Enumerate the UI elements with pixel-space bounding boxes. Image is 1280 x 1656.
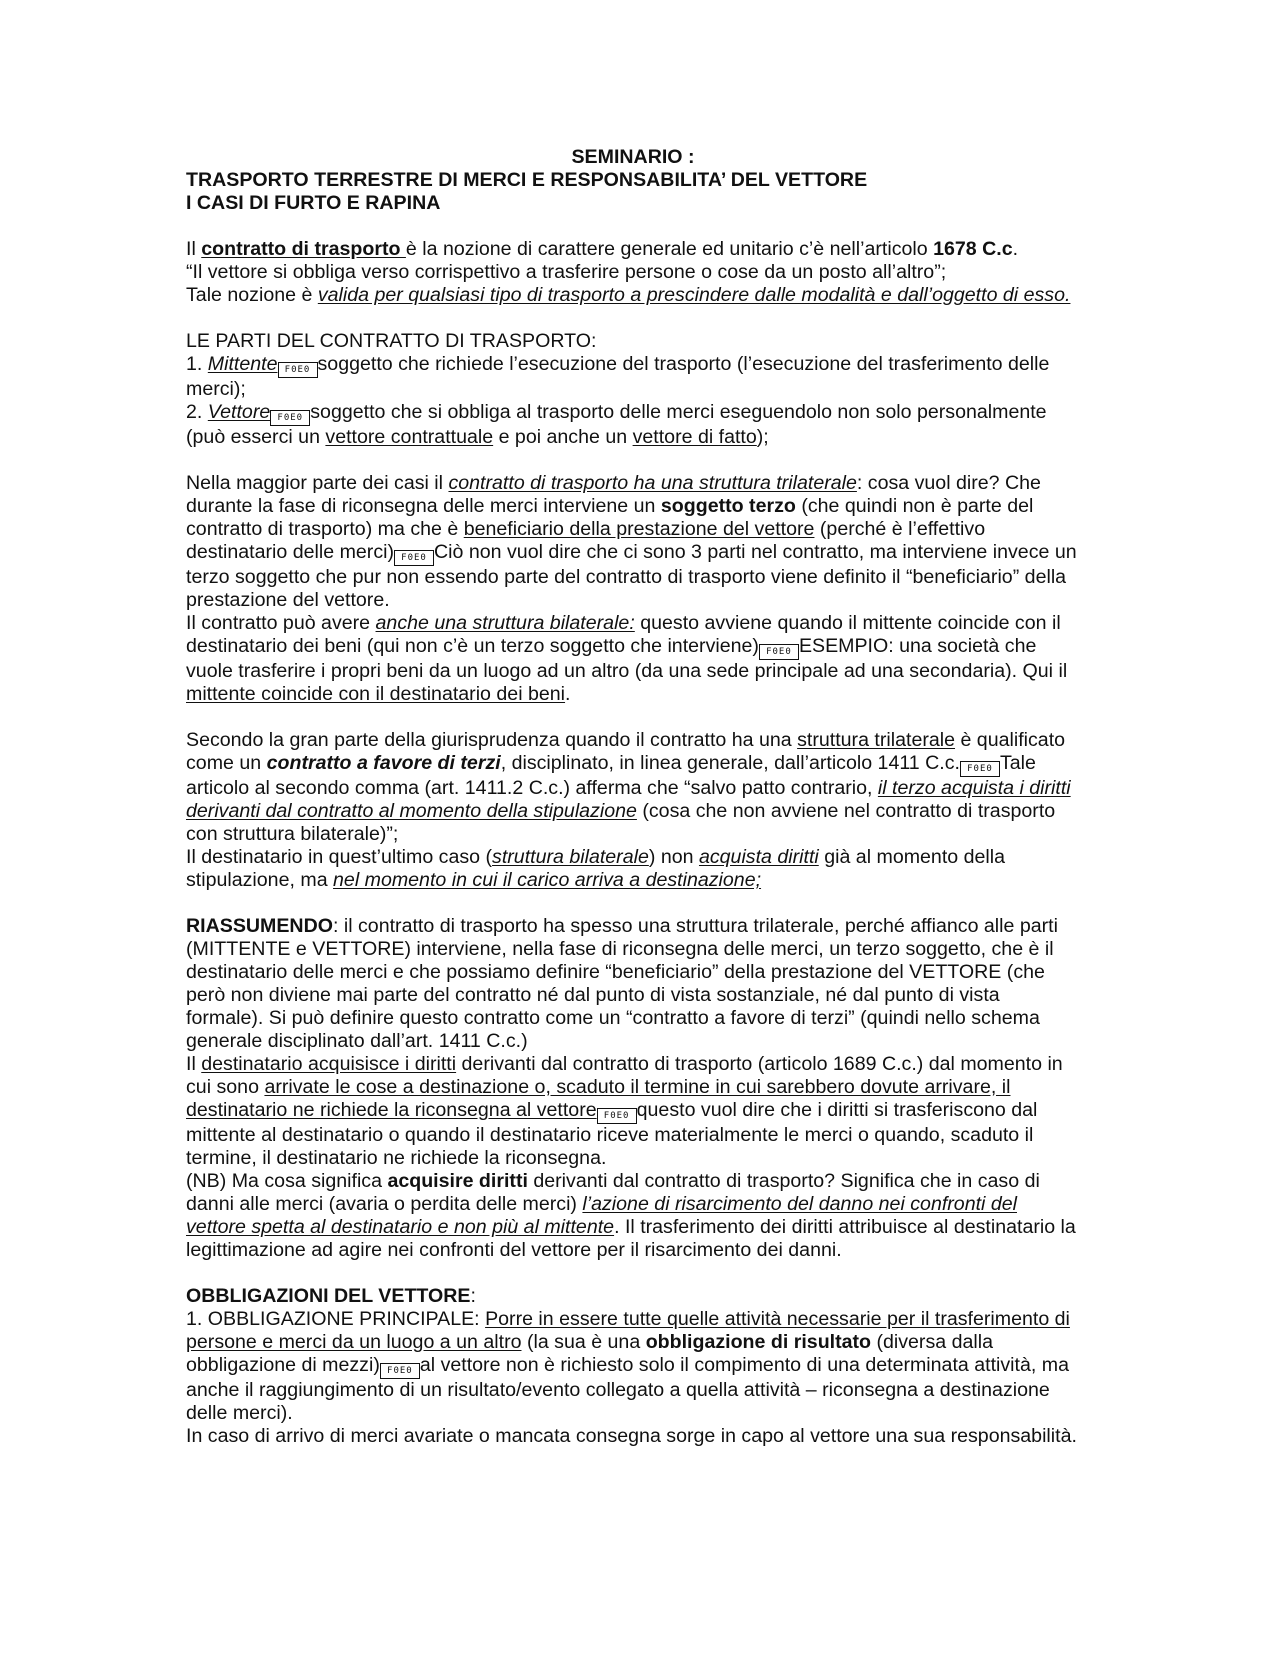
- paragraph-giurisprudenza: Secondo la gran parte della giurisprudenza quando il contratto ha una struttura trilaterale è qualificato come un contratto a favore di terzi, disciplinato, in linea generale, dall’articolo 1411 C.c. F0E0 Tale articolo al secondo comma (art. 1411.2 C.c.) afferma che “salvo patto contrario, il terzo acquista i diritti derivanti dal contratto al momento della stipulazione (cosa che non avviene nel contratto di trasporto con struttura bilaterale)”;: [186, 729, 1071, 845]
- title-casi: I CASI DI FURTO E RAPINA: [186, 192, 441, 214]
- paragraph-riassumendo: RIASSUMENDO: il contratto di trasporto ha spesso una struttura trilaterale, perché affianco alle parti (MITTENTE e VETTORE) interviene, nella fase di riconsegna delle merci, un terzo soggetto, che è il destinatario delle merci e che possiamo definire “beneficiario” della prestazione del VETTORE (che però non diviene mai parte del contratto né dal punto di vista sostanziale, né dal punto di vista formale). Si può definire questo contratto come un “contratto a favore di terzi” (quindi nello schema generale disciplinato dall’art. 1411 C.c.): [186, 915, 1058, 1052]
- paragraph-diritti-destinatario: Il destinatario acquisisce i diritti derivanti dal contratto di trasporto (articolo 1689 C.c.) dal momento in cui sono arrivate le cose a destinazione o, scaduto il termine in cui sarebbero dovute arrivare, il destinatario ne richiede la riconsegna al vettore F0E0 questo vuol dire che i diritti si trasferiscono dal mittente al destinatario o quando il destinatario riceve materialmente le merci o quando, scaduto il termine, il destinatario ne richiede la riconsegna.: [186, 1053, 1063, 1169]
- section-obbligazioni-title: OBBLIGAZIONI DEL VETTORE: [186, 1285, 471, 1307]
- paragraph-trilaterale: Nella maggior parte dei casi il contratto di trasporto ha una struttura trilaterale: cosa vuol dire? Che durante la fase di riconsegna delle merci interviene un soggetto terzo (che quindi non è parte del contratto di trasporto) ma che è beneficiario della prestazione del vettore (perché è l’effettivo destinatario delle merci) F0E0 Ciò non vuol dire che ci sono 3 parti nel contratto, ma interviene invece un terzo soggetto che pur non essendo parte del contratto di trasporto viene definito il “beneficiario” della prestazione del vettore.: [186, 472, 1077, 611]
- paragraph-definizione: Il contratto di trasporto è la nozione di carattere generale ed unitario c’è nell’articolo 1678 C.c. “Il vettore si obbliga verso corrispettivo a trasferire persone o cose da un posto all’altro”; Tale nozione è valida per qualsiasi tipo di trasporto a prescindere dalle modalità e dall’oggetto di esso.: [186, 238, 1071, 306]
- missing-glyph-icon: F0E0: [278, 362, 318, 378]
- missing-glyph-icon: F0E0: [759, 644, 799, 660]
- missing-glyph-icon: F0E0: [380, 1363, 420, 1379]
- paragraph-destinatario-bilaterale: Il destinatario in quest’ultimo caso (struttura bilaterale) non acquista diritti già al momento della stipulazione, ma nel momento in cui il carico arriva a destinazione;: [186, 846, 1006, 891]
- missing-glyph-icon: F0E0: [270, 410, 310, 426]
- missing-glyph-icon: F0E0: [597, 1108, 637, 1124]
- paragraph-bilaterale: Il contratto può avere anche una struttura bilaterale: questo avviene quando il mittente coincide con il destinatario dei beni (qui non c’è un terzo soggetto che interviene) F0E0 ESEMPIO: una società che vuole trasferire i propri beni da un luogo ad un altro (da una sede principale ad una secondaria). Qui il mittente coincide con il destinatario dei beni.: [186, 612, 1068, 705]
- missing-glyph-icon: F0E0: [394, 550, 434, 566]
- section-obbligazioni: OBBLIGAZIONI DEL VETTORE: 1. OBBLIGAZIONE PRINCIPALE: Porre in essere tutte quelle attività necessarie per il trasferimento di persone e merci da un luogo a un altro (la sua è una obbligazione di risultato (diversa dalla obbligazione di mezzi) F0E0 al vettore non è richiesto solo il compimento di una determinata attività, ma anche il raggiungimento di un risultato/evento collegato a quella attività – riconsegna a destinazione delle merci). In caso di arrivo di merci avariate o mancata consegna sorge in capo al vettore una sua responsabilità.: [186, 1285, 1077, 1447]
- title-trasporto: TRASPORTO TERRESTRE DI MERCI E RESPONSABILITA’ DEL VETTORE: [186, 169, 868, 191]
- paragraph-nb: (NB) Ma cosa significa acquisire diritti derivanti dal contratto di trasporto? Significa che in caso di danni alle merci (avaria o perdita delle merci) l’azione di risarcimento del danno nei confronti del vettore spetta al destinatario e non più al mittente. Il trasferimento dei diritti attribuisce al destinatario la legittimazione ad agire nei confronti del vettore per il risarcimento dei danni.: [186, 1170, 1076, 1261]
- section-parti: LE PARTI DEL CONTRATTO DI TRASPORTO: 1. Mittente F0E0 soggetto che richiede l’esecuzione del trasporto (l’esecuzione del trasferimento delle merci); 2. Vettore F0E0 soggetto che si obbliga al trasporto delle merci eseguendolo non solo personalmente (può esserci un vettore contrattuale e poi anche un vettore di fatto);: [186, 330, 1050, 448]
- title-seminario: SEMINARIO :: [571, 146, 695, 168]
- missing-glyph-icon: F0E0: [960, 761, 1000, 777]
- section-parti-title: LE PARTI DEL CONTRATTO DI TRASPORTO:: [186, 330, 597, 352]
